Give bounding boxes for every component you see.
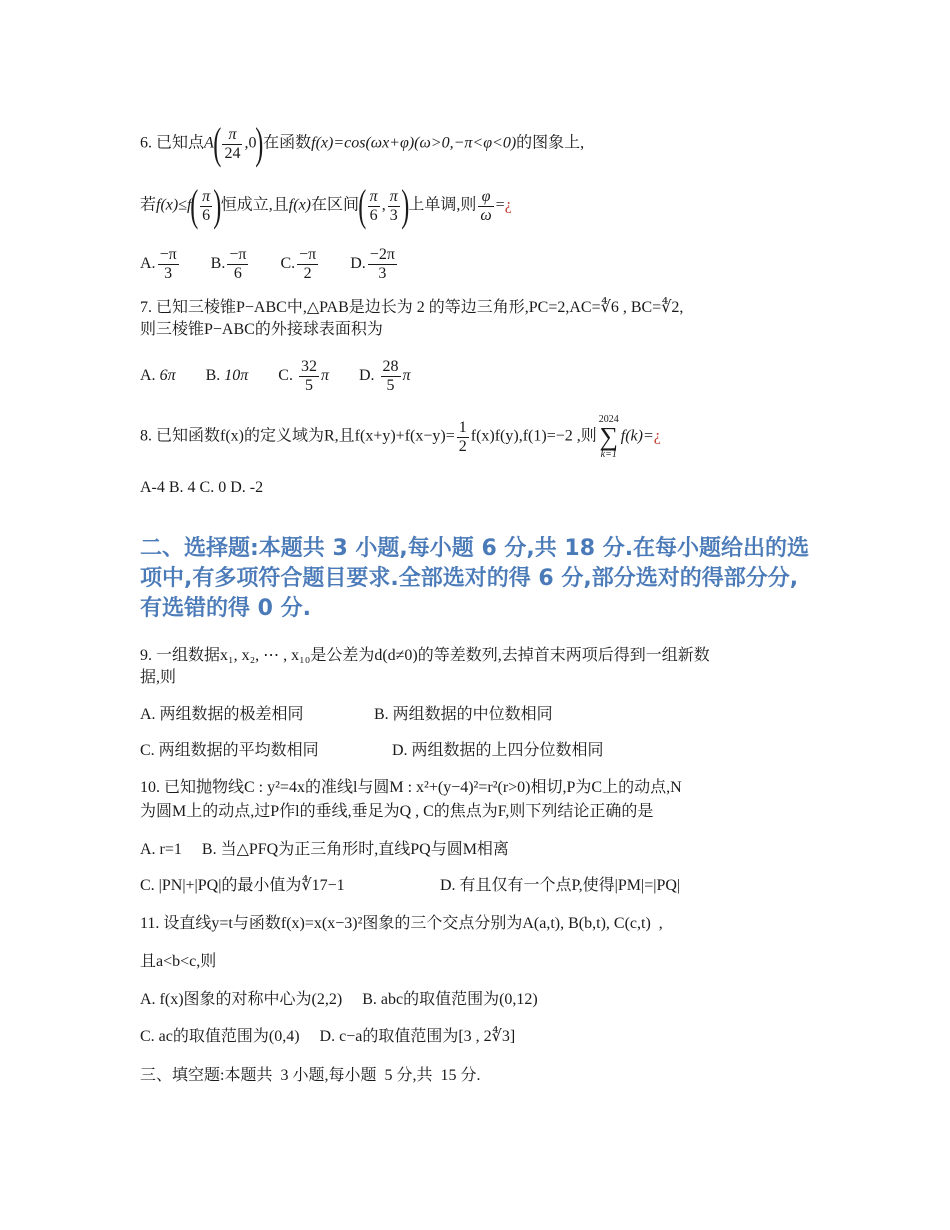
q9-opt-row2 xyxy=(140,741,319,761)
q6-fx: f(x) xyxy=(288,196,311,214)
q6-ineq-left: f(x)≤f xyxy=(156,196,192,214)
q6-text-interval: 在区间 xyxy=(311,196,360,214)
q6-opt-c: C. $\frac{-\pi}{2}$ xyxy=(280,246,317,282)
q10-opt-c: C. |PN|+|PQ|的最小值为∜17−1 xyxy=(140,877,345,894)
q8-frac-half: $\frac{1}{2}$ xyxy=(458,418,467,455)
q9-opt-c: C. 两组数据的平均数相同 xyxy=(140,742,319,759)
q10-opt-d: D. 有且仅有一个点P,使得|PM|=|PQ| xyxy=(440,877,681,894)
q7-number: 7. xyxy=(140,299,152,316)
q6-number: 6. xyxy=(140,134,152,152)
q9-opt-a: A. 两组数据的极差相同 xyxy=(140,706,304,723)
q8-text-b: f(x)f(y),f(1)=−2 ,则 xyxy=(470,427,597,445)
q6-text-if: 若 xyxy=(140,196,157,214)
q6-coord-tail: ,0 xyxy=(244,134,257,152)
section3-heading: 三、填空题:本题共 3 小题,每小题 5 分,共 15 分. xyxy=(140,1067,481,1084)
q8-sum: 2024 ∑ k=1 xyxy=(598,414,619,460)
q6-qmark: ¿ xyxy=(504,196,512,214)
q11-line2: 且a<b<c,则 xyxy=(140,953,217,970)
q6-opt-b: B. $\frac{-\pi}{6}$ xyxy=(210,246,247,282)
q10-opt-c-cell xyxy=(140,876,345,896)
q11-opt-row2: C. ac的取值范围为(0,4) D. c−a的取值范围为[3 , 2∜3] xyxy=(140,1028,516,1045)
q6-frac-pi3: $\frac{\pi}{3}$ xyxy=(389,187,398,224)
q6-frac-pi6b: $\frac{\pi}{6}$ xyxy=(369,187,378,224)
q6-line2: 若f(x)≤f( $\frac{\pi}{6}$ )恒成立,且f(x)在区间( $\frac{\pi}{6}$ , $\frac{\pi}{3}$ )上单调,则 $\frac{\varphi}{\omega}$ =¿ xyxy=(140,181,512,230)
q10-line1: 10. 已知抛物线C : y²=4x的准线l与圆M : x²+(y−4)²=r²(r>0)相切,P为C上的动点,N xyxy=(140,779,682,796)
q11-line1: 11. 设直线y=t与函数f(x)=x(x−3)²图象的三个交点分别为A(a,t), B(b,t), C(c,t) , xyxy=(140,915,663,932)
q6-opt-d: D. $\frac{-2\pi}{3}$ xyxy=(350,246,395,282)
q7-opt-d: D. $\frac{28}{5}$ π xyxy=(358,358,411,394)
q9-line2: 据,则 xyxy=(140,669,177,686)
q9-line1: 9. 一组数据x₁, x₂, ⋯ , x₁₀是公差为d(d≠0)的等差数列,去掉首末两项后得到一组新数 xyxy=(140,647,710,664)
q6-text-holds: 恒成立,且 xyxy=(220,196,289,214)
q8-options: A-4 B. 4 C. 0 D. -2 xyxy=(140,479,264,496)
q6-text-3: 的图象上, xyxy=(516,134,585,152)
q7-options xyxy=(140,358,411,395)
q6-text-1: 已知点 xyxy=(156,134,205,152)
q9-opt-row1 xyxy=(140,705,304,725)
q9-opt-b-cell xyxy=(374,705,553,725)
q6-frac-ratio: $\frac{\varphi}{\omega}$ xyxy=(480,187,492,224)
q6-text-2: 在函数 xyxy=(263,134,312,152)
q7-opt-b: B. 10π xyxy=(205,367,249,385)
q8-qmark: ¿ xyxy=(653,427,661,445)
q6-point-label: A xyxy=(204,134,214,152)
q10-opt-d-cell xyxy=(440,876,680,896)
q9-opt-b: B. 两组数据的中位数相同 xyxy=(374,706,553,723)
q7-line2 xyxy=(140,320,383,340)
q6-eq: = xyxy=(495,196,505,214)
q7-opt-a: A. 6π xyxy=(140,367,176,385)
q9-opt-d-cell xyxy=(392,741,604,761)
q8-text-a: 已知函数f(x)的定义域为R,且f(x+y)+f(x−y)= xyxy=(156,427,455,445)
q6-options xyxy=(140,246,399,283)
q6-frac-pi6: $\frac{\pi}{6}$ xyxy=(202,187,211,224)
q7-line1 xyxy=(140,298,683,318)
q7-text-1: 已知三棱锥P−ABC中,△PAB是边长为 2 的等边三角形,PC=2,AC=∜6 , BC=∜2, xyxy=(156,299,684,316)
q6-text-mono: 上单调,则 xyxy=(408,196,477,214)
q6-frac-pi24: $\frac{\pi}{24}$ xyxy=(224,125,241,162)
q8-line xyxy=(140,414,661,460)
q6-func-def: f(x)=cos(ωx+φ)(ω>0,−π<φ<0) xyxy=(311,134,517,152)
section2-heading: 二、选择题:本题共 3 小题,每小题 6 分,共 18 分.在每小题给出的选项中,有多项符合题目要求.全部选对的得 6 分,部分选对的得部分分,有选错的得 0 分. xyxy=(140,536,810,621)
q10-opt-row1: A. r=1 B. 当△PFQ为正三角形时,直线PQ与圆M相离 xyxy=(140,841,509,858)
q7-opt-c: C. $\frac{32}{5}$ π xyxy=(278,358,329,394)
q6-line1: 6. 已知点A( $\frac{\pi}{24}$ ,0)在函数f(x)=cos(ωx+φ)(ω>0,−π<φ<0)的图象上, xyxy=(140,119,585,168)
q6-opt-a: A. $\frac{-\pi}{3}$ xyxy=(140,246,177,282)
q8-text-c: f(k)= xyxy=(620,427,654,445)
q8-number: 8. xyxy=(140,427,152,445)
q9-opt-d: D. 两组数据的上四分位数相同 xyxy=(392,742,604,759)
q11-opt-row1: A. f(x)图象的对称中心为(2,2) B. abc的取值范围为(0,12) xyxy=(140,991,538,1008)
q7-text-2: 则三棱锥P−ABC的外接球表面积为 xyxy=(140,321,383,338)
q10-line2: 为圆M上的动点,过P作l的垂线,垂足为Q , C的焦点为F,则下列结论正确的是 xyxy=(140,803,654,820)
